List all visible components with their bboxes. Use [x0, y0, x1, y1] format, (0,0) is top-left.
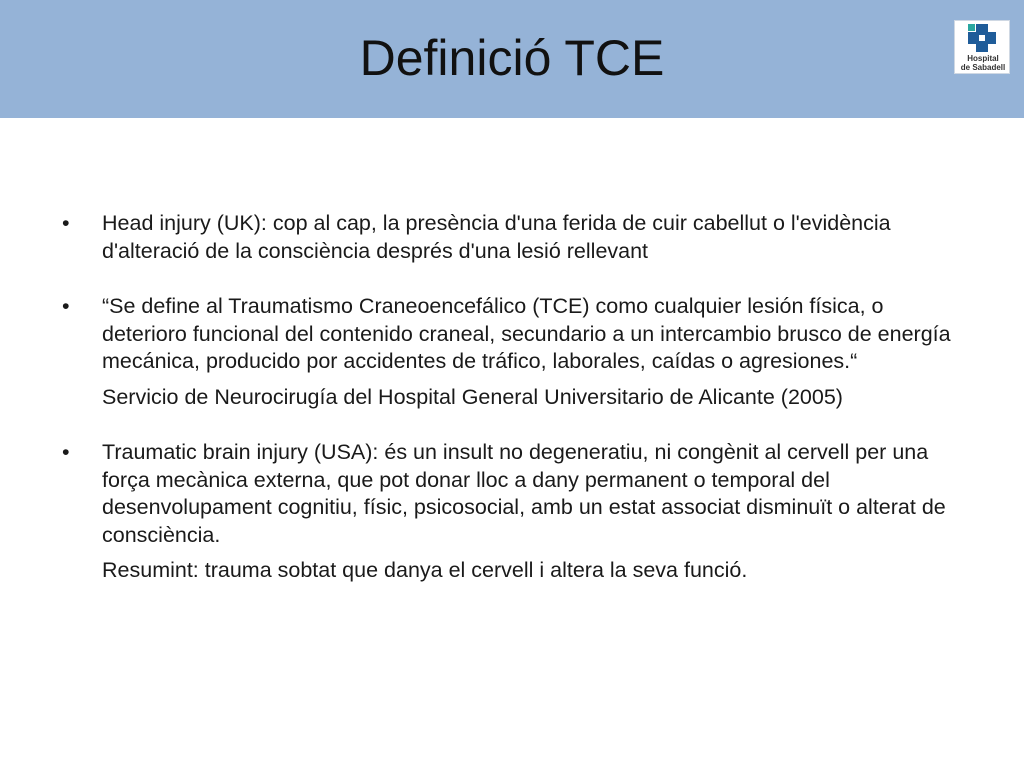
- hospital-cross-icon: [955, 21, 1011, 55]
- bullet-source-citation: Servicio de Neurocirugía del Hospital General Universitario de Alicante (2005): [102, 384, 843, 409]
- bullet-traumatic-brain-injury: [60, 439, 960, 549]
- hospital-logo: [954, 20, 1010, 74]
- bullet-text: Traumatic brain injury (USA): és un insult no degeneratiu, ni congènit al cervell per una força mecànica externa, que pot donar lloc a dany permanent o temporal del desenvolupament cognitiu, físic, psicosocial, amb un estat associat disminuït o alterat de consciència.: [102, 440, 946, 547]
- bullet-marker: •: [62, 294, 70, 318]
- bullet-text: Head injury (UK): cop al cap, la presència d'una ferida de cuir cabellut o l'evidència d'alteració de la consciència després d'una lesió rellevant: [102, 211, 891, 263]
- logo-text: [955, 54, 1011, 72]
- slide-content: [60, 210, 960, 585]
- title-bar: [0, 0, 1024, 118]
- bullet-text: “Se define al Traumatismo Craneoencefálico (TCE) como cualquier lesión física, o deterioro funcional del contenido craneal, secundario a un intercambio brusco de energía mecánica, producido por accidentes de tráfico, laborales, caídas o agresiones.“: [102, 294, 951, 373]
- bullet-tce-definition: [60, 293, 960, 376]
- bullet-marker: •: [62, 440, 70, 464]
- bullet-marker: •: [62, 211, 70, 235]
- slide-title: Definició TCE: [359, 30, 665, 86]
- logo-line2: de Sabadell: [960, 63, 1006, 72]
- logo-line1: Hospital: [967, 54, 999, 63]
- bullet-head-injury: [60, 210, 960, 265]
- bullet-summary: Resumint: trauma sobtat que danya el cervell i altera la seva funció.: [102, 558, 748, 582]
